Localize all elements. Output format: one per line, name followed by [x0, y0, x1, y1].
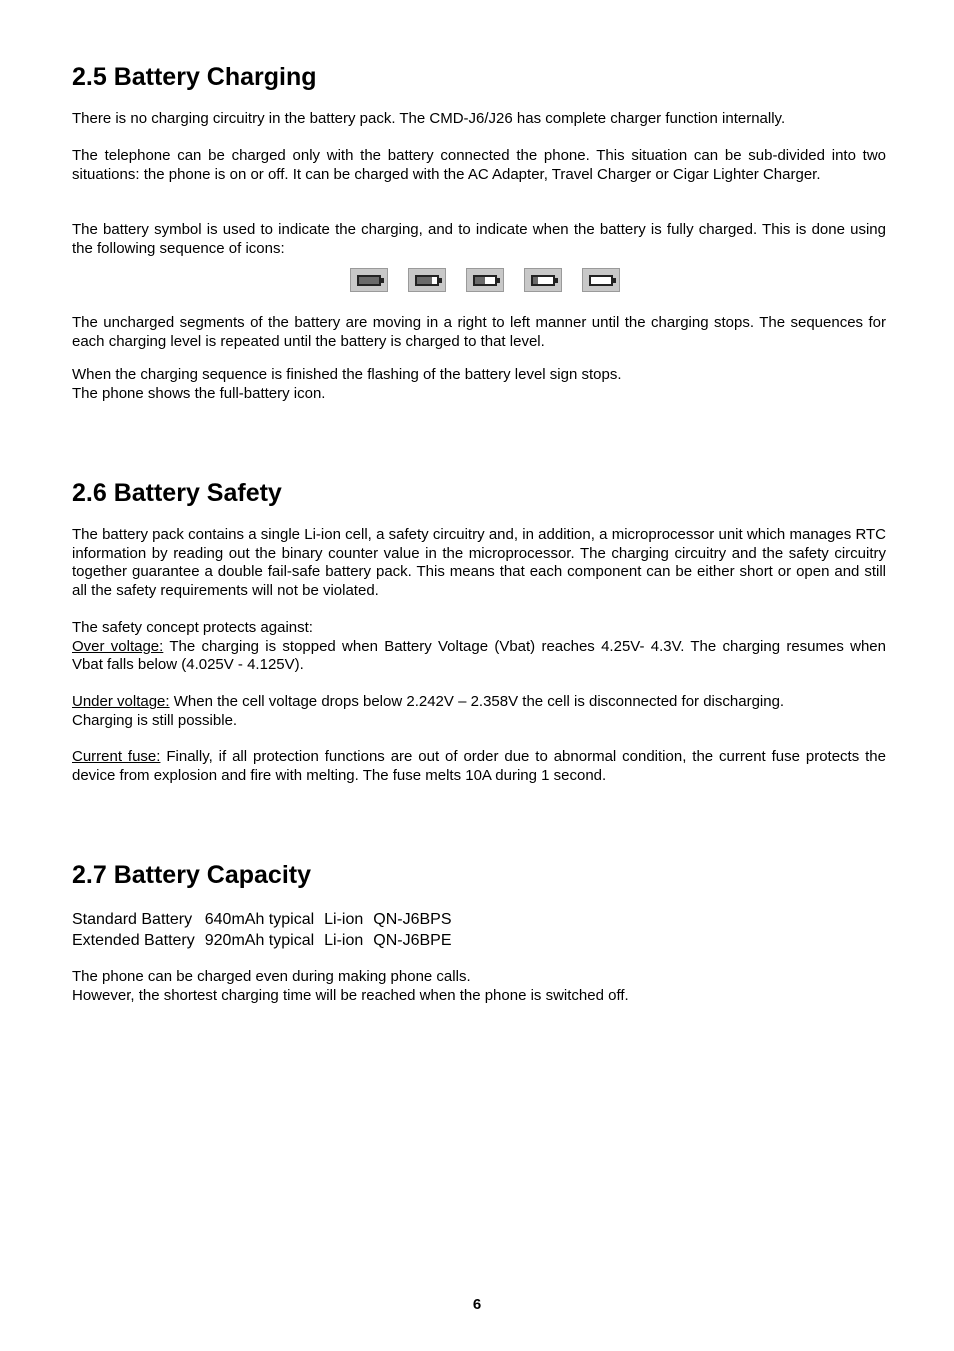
- paragraph-charging-circuitry: There is no charging circuitry in the battery pack. The CMD-J6/J26 has complete charger function internally.: [72, 110, 786, 127]
- over-voltage-label: Over voltage:: [72, 637, 164, 655]
- under-voltage-label: Under voltage:: [72, 693, 170, 710]
- paragraph-battery-pack: The battery pack contains a single Li-ion cell, a safety circuitry and, in addition, a microprocessor unit which manages RTC information by reading out the binary counter value in the microprocessor. The charging circuitry and the safety circuitry together guarantee a double fail-safe battery pack. This means that each component can be either short or open and still all the safety requirements will not be violated.: [72, 526, 886, 599]
- section-title-battery-capacity: 2.7 Battery Capacity: [72, 861, 312, 889]
- section-title-battery-safety: 2.6 Battery Safety: [72, 479, 282, 507]
- battery-icon: [350, 268, 388, 292]
- paragraph-charging-situations: The telephone can be charged only with the battery connected the phone. This situation can be sub-divided into two situations: the phone is on or off. It can be charged with the AC Adapter, Travel Charger or Cigar Lighter Charger.: [72, 147, 886, 183]
- battery-icon: [582, 268, 620, 292]
- section-title-battery-charging: 2.5 Battery Charging: [72, 63, 317, 91]
- battery-icon-sequence: [350, 268, 620, 292]
- paragraph-safety-concept: The safety concept protects against: Over voltage: The charging is stopped when Battery Voltage (Vbat) reaches 4.25V- 4.3V. The charging resumes when Vbat falls below (4.025V - 4.125V).: [72, 619, 886, 674]
- table-row: Standard Battery 640mAh typical Li-ion QN-J6BPS: [72, 911, 452, 928]
- battery-level-fill: [359, 277, 379, 284]
- battery-capacity-table: [72, 909, 462, 951]
- paragraph-battery-symbol: The battery symbol is used to indicate the charging, and to indicate when the battery is fully charged. This is done using the following sequence of icons:: [72, 221, 886, 257]
- battery-icon: [466, 268, 504, 292]
- paragraph-charging-finished: When the charging sequence is finished the flashing of the battery level sign stops. The phone shows the full-battery icon.: [72, 366, 622, 402]
- page-number: 6: [472, 1296, 482, 1313]
- battery-level-fill: [533, 277, 538, 284]
- battery-icon: [408, 268, 446, 292]
- battery-icon: [524, 268, 562, 292]
- paragraph-uncharged-segments: The uncharged segments of the battery are moving in a right to left manner until the charging stops. The sequences for each charging level is repeated until the battery is charged to that level.: [72, 314, 886, 350]
- battery-level-fill: [417, 277, 432, 284]
- battery-level-fill: [475, 277, 485, 284]
- paragraph-under-voltage: Under voltage: When the cell voltage drops below 2.242V – 2.358V the cell is disconnected for discharging. Charging is still possible.: [72, 693, 785, 729]
- paragraph-charging-during-calls: The phone can be charged even during making phone calls. However, the shortest charging time will be reached when the phone is switched off.: [72, 968, 629, 1004]
- table-row: Extended Battery 920mAh typical Li-ion QN-J6BPE: [72, 932, 452, 949]
- paragraph-current-fuse: Current fuse: Finally, if all protection functions are out of order due to abnormal condition, the current fuse protects the device from explosion and fire with melting. The fuse melts 10A during 1 second.: [72, 748, 886, 784]
- current-fuse-label: Current fuse:: [72, 748, 161, 765]
